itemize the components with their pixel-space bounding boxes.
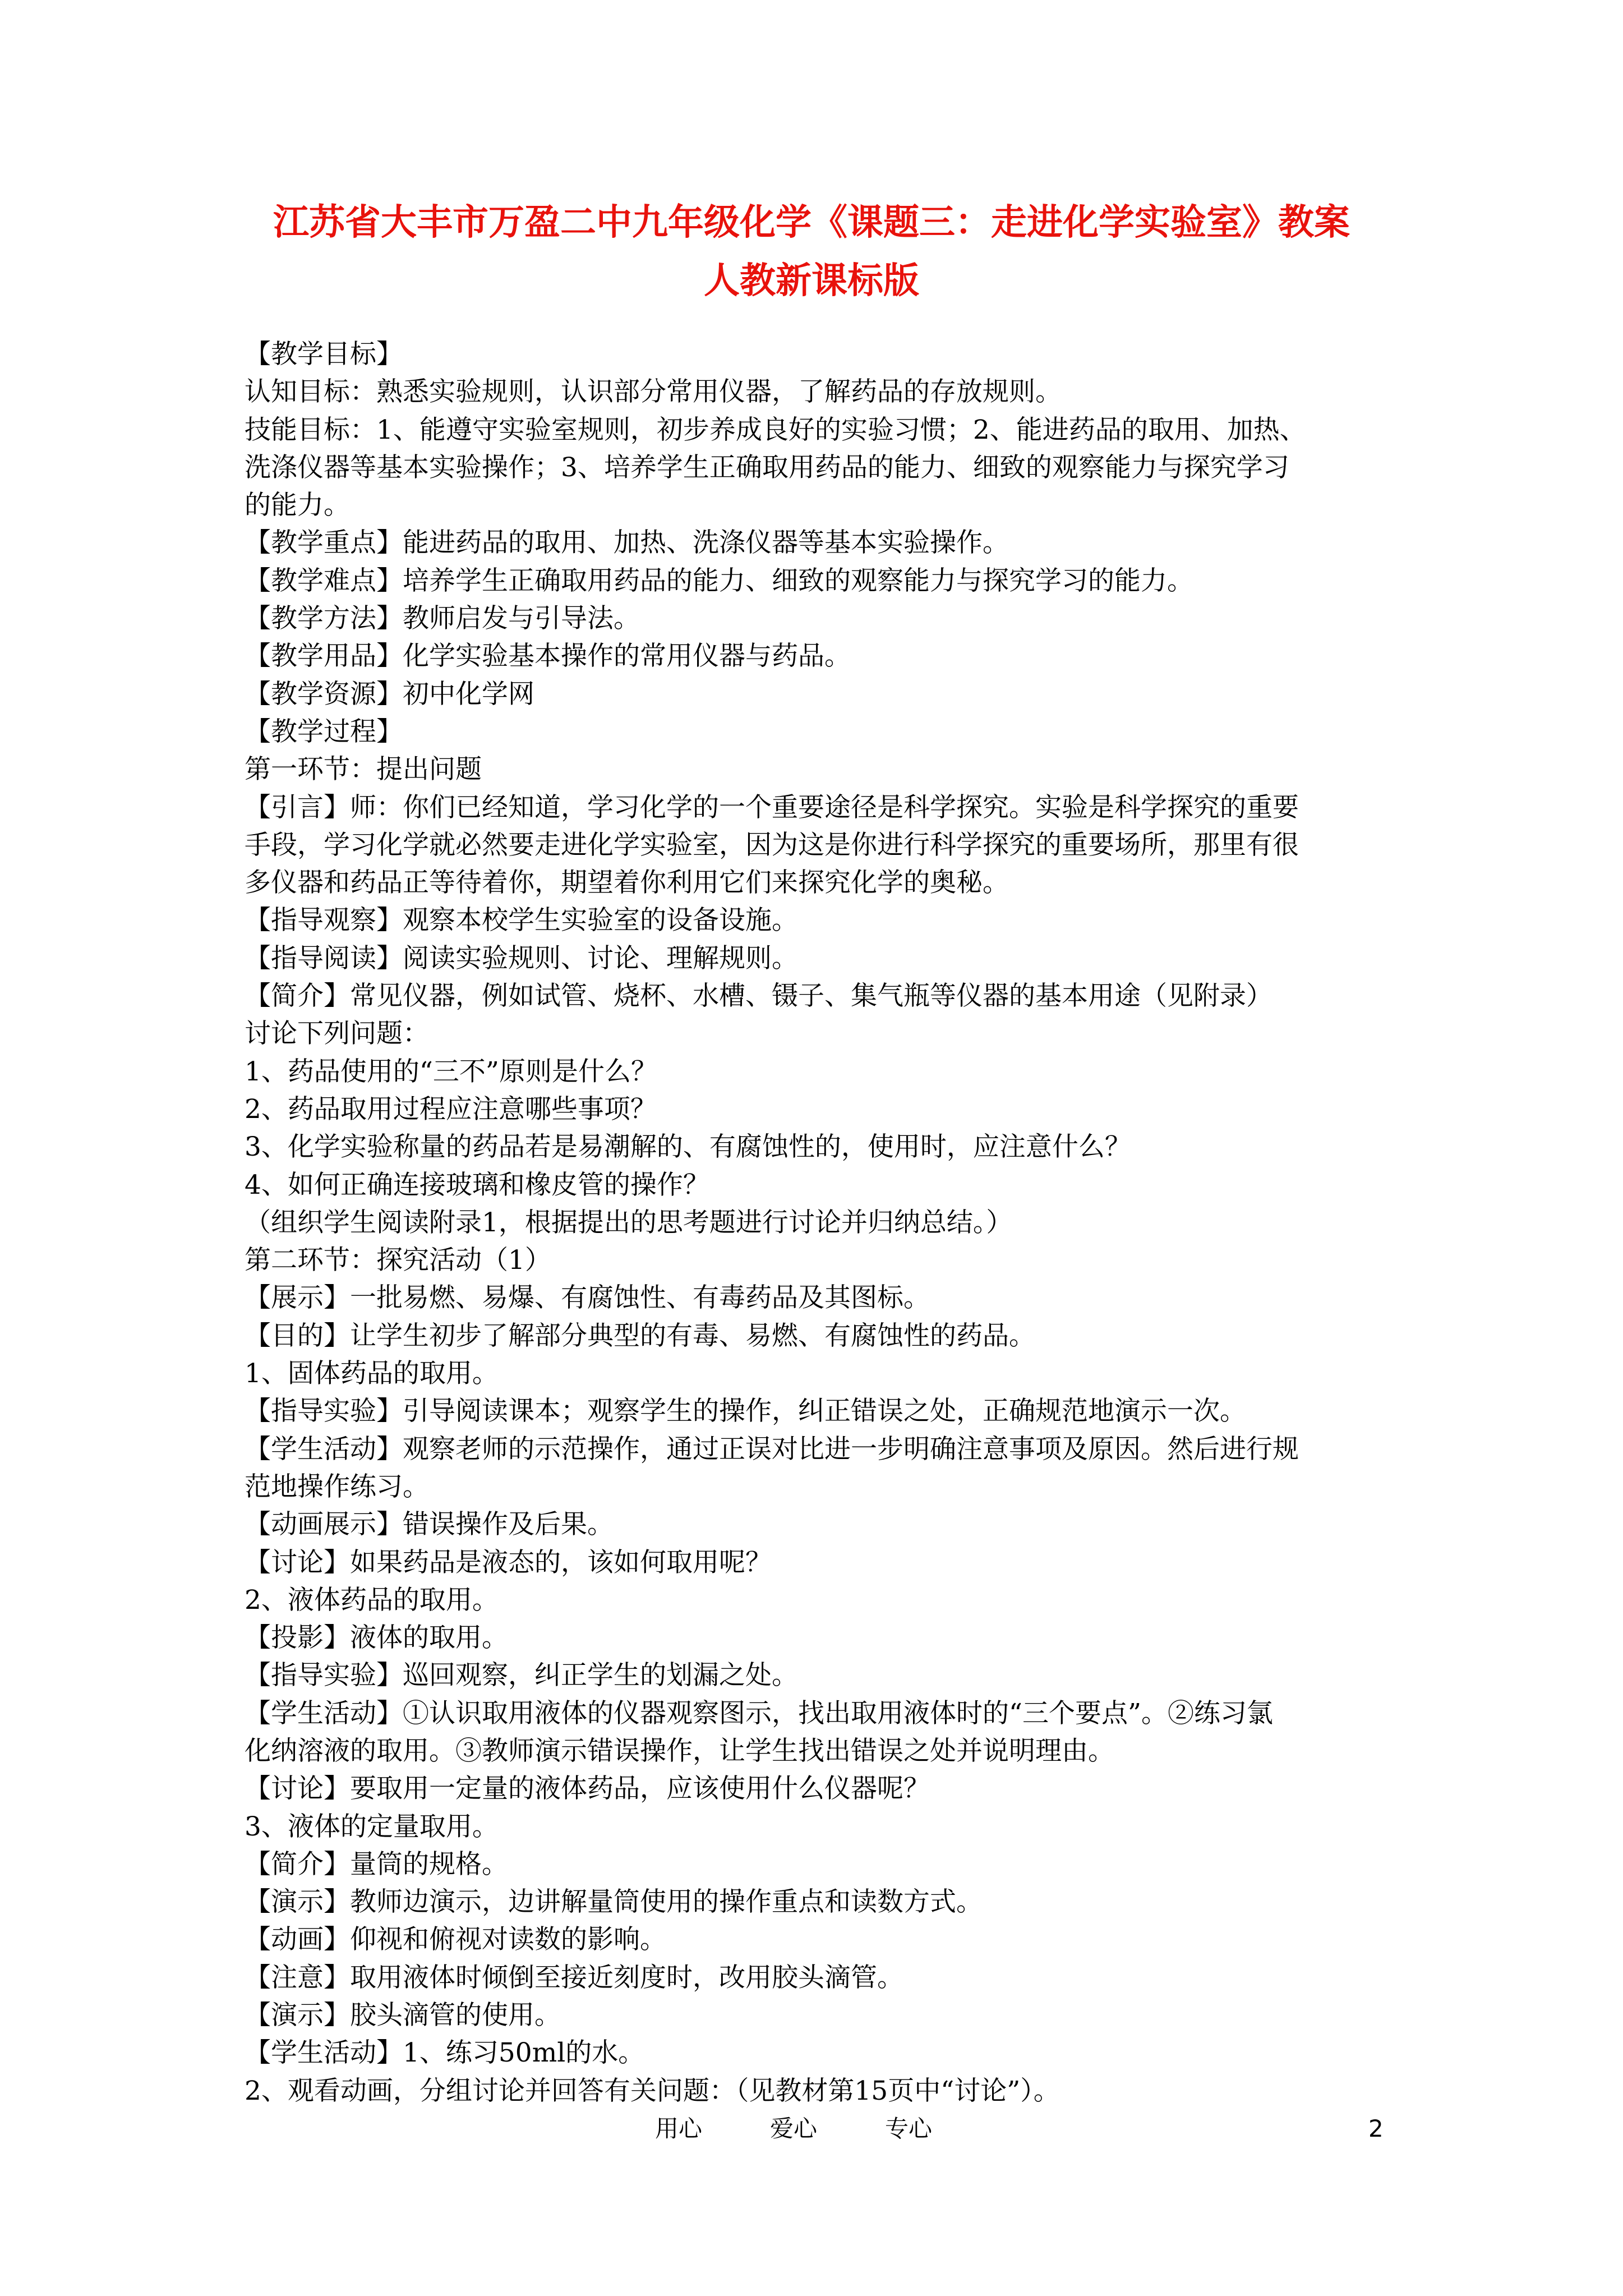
body-line: 【引言】师：你们已经知道，学习化学的一个重要途径是科学探究。实验是科学探究的重要	[245, 792, 1299, 823]
footer-motto: 用心	[655, 2115, 703, 2142]
body-line: 【学生活动】1、练习50ml的水。	[245, 2037, 645, 2069]
title-line: 江苏省大丰市万盈二中九年级化学《课题三：走进化学实验室》教案	[273, 202, 1350, 243]
body-line: （组织学生阅读附录1，根据提出的思考题进行讨论并归纳总结。）	[245, 1207, 1013, 1238]
body-line: 2、药品取用过程应注意哪些事项？	[245, 1093, 657, 1125]
body-line: 【学生活动】观察老师的示范操作，通过正误对比进一步明确注意事项及原因。然后进行规	[245, 1433, 1299, 1465]
body-line: 【展示】一批易燃、易爆、有腐蚀性、有毒药品及其图标。	[245, 1282, 930, 1314]
body-line: 【学生活动】①认识取用液体的仪器观察图示，找出取用液体时的“三个要点”。②练习氯	[245, 1697, 1274, 1729]
body-line: 【指导观察】观察本校学生实验室的设备设施。	[245, 905, 798, 936]
body-line: 【指导实验】引导阅读课本；观察学生的操作，纠正错误之处，正确规范地演示一次。	[245, 1396, 1246, 1427]
body-line: 3、化学实验称量的药品若是易潮解的、有腐蚀性的，使用时，应注意什么？	[245, 1131, 1131, 1163]
body-line: 1、药品使用的“三不”原则是什么？	[245, 1056, 657, 1087]
body-line: 洗涤仪器等基本实验操作；3、培养学生正确取用药品的能力、细致的观察能力与探究学习	[245, 452, 1289, 483]
body-line: 范地操作练习。	[245, 1471, 429, 1502]
title-line: 人教新课标版	[704, 260, 919, 302]
body-line: 多仪器和药品正等待着你，期望着你利用它们来探究化学的奥秘。	[245, 867, 1009, 899]
body-line: 【演示】教师边演示，边讲解量筒使用的操作重点和读数方式。	[245, 1887, 983, 1918]
body-line: 第二环节：探究活动（1）	[245, 1245, 551, 1276]
body-line: 【投影】液体的取用。	[245, 1622, 508, 1654]
page-footer	[0, 2109, 1623, 2148]
body-line: 【教学过程】	[245, 716, 403, 747]
body-line: 【讨论】要取用一定量的液体药品，应该使用什么仪器呢？	[245, 1773, 930, 1805]
body-line: 【教学资源】初中化学网	[245, 678, 534, 710]
body-line: 4、如何正确连接玻璃和橡皮管的操作？	[245, 1169, 709, 1200]
body-line: 3、液体的定量取用。	[245, 1811, 499, 1842]
body-line: 【目的】让学生初步了解部分典型的有毒、易燃、有腐蚀性的药品。	[245, 1320, 1035, 1351]
body-line: 【讨论】如果药品是液态的，该如何取用呢？	[245, 1547, 772, 1578]
body-line: 【教学难点】培养学生正确取用药品的能力、细致的观察能力与探究学习的能力。	[245, 565, 1193, 596]
body-line: 【教学目标】	[245, 339, 403, 370]
body-line: 2、液体药品的取用。	[245, 1584, 499, 1616]
body-line: 【教学用品】化学实验基本操作的常用仪器与药品。	[245, 641, 851, 672]
body-line: 【简介】常见仪器，例如试管、烧杯、水槽、镊子、集气瓶等仪器的基本用途（见附录）	[245, 981, 1272, 1012]
body-line: 2、观看动画，分组讨论并回答有关问题：（见教材第15页中“讨论”）。	[245, 2075, 1060, 2106]
body-line: 【动画展示】错误操作及后果。	[245, 1509, 614, 1540]
body-line: 化纳溶液的取用。③教师演示错误操作，让学生找出错误之处并说明理由。	[245, 1735, 1114, 1766]
page-number: 2	[1368, 2115, 1384, 2142]
body-line: 【简介】量筒的规格。	[245, 1848, 508, 1880]
document-title	[0, 194, 1623, 310]
footer-motto: 爱心	[770, 2115, 818, 2142]
body-line: 【教学方法】教师启发与引导法。	[245, 603, 640, 634]
body-line: 【指导实验】巡回观察，纠正学生的划漏之处。	[245, 1660, 798, 1691]
document-body	[245, 335, 1400, 2110]
body-line: 【教学重点】能进药品的取用、加热、洗涤仪器等基本实验操作。	[245, 527, 1009, 559]
body-line: 【演示】胶头滴管的使用。	[245, 2000, 561, 2031]
body-line: 技能目标：1、能遵守实验室规则，初步养成良好的实验习惯；2、能进药品的取用、加热、	[245, 414, 1306, 445]
body-line: 讨论下列问题：	[245, 1018, 429, 1050]
body-line: 手段，学习化学就必然要走进化学实验室，因为这是你进行科学探究的重要场所，那里有很	[245, 829, 1299, 861]
footer-motto: 专心	[885, 2115, 933, 2142]
body-line: 【指导阅读】阅读实验规则、讨论、理解规则。	[245, 942, 798, 974]
body-line: 第一环节：提出问题	[245, 754, 482, 785]
body-line: 的能力。	[245, 490, 350, 521]
body-line: 【注意】取用液体时倾倒至接近刻度时，改用胶头滴管。	[245, 1962, 903, 1993]
body-line: 认知目标：熟悉实验规则，认识部分常用仪器，了解药品的存放规则。	[245, 376, 1062, 408]
body-line: 【动画】仰视和俯视对读数的影响。	[245, 1924, 666, 1955]
body-line: 1、固体药品的取用。	[245, 1358, 499, 1389]
